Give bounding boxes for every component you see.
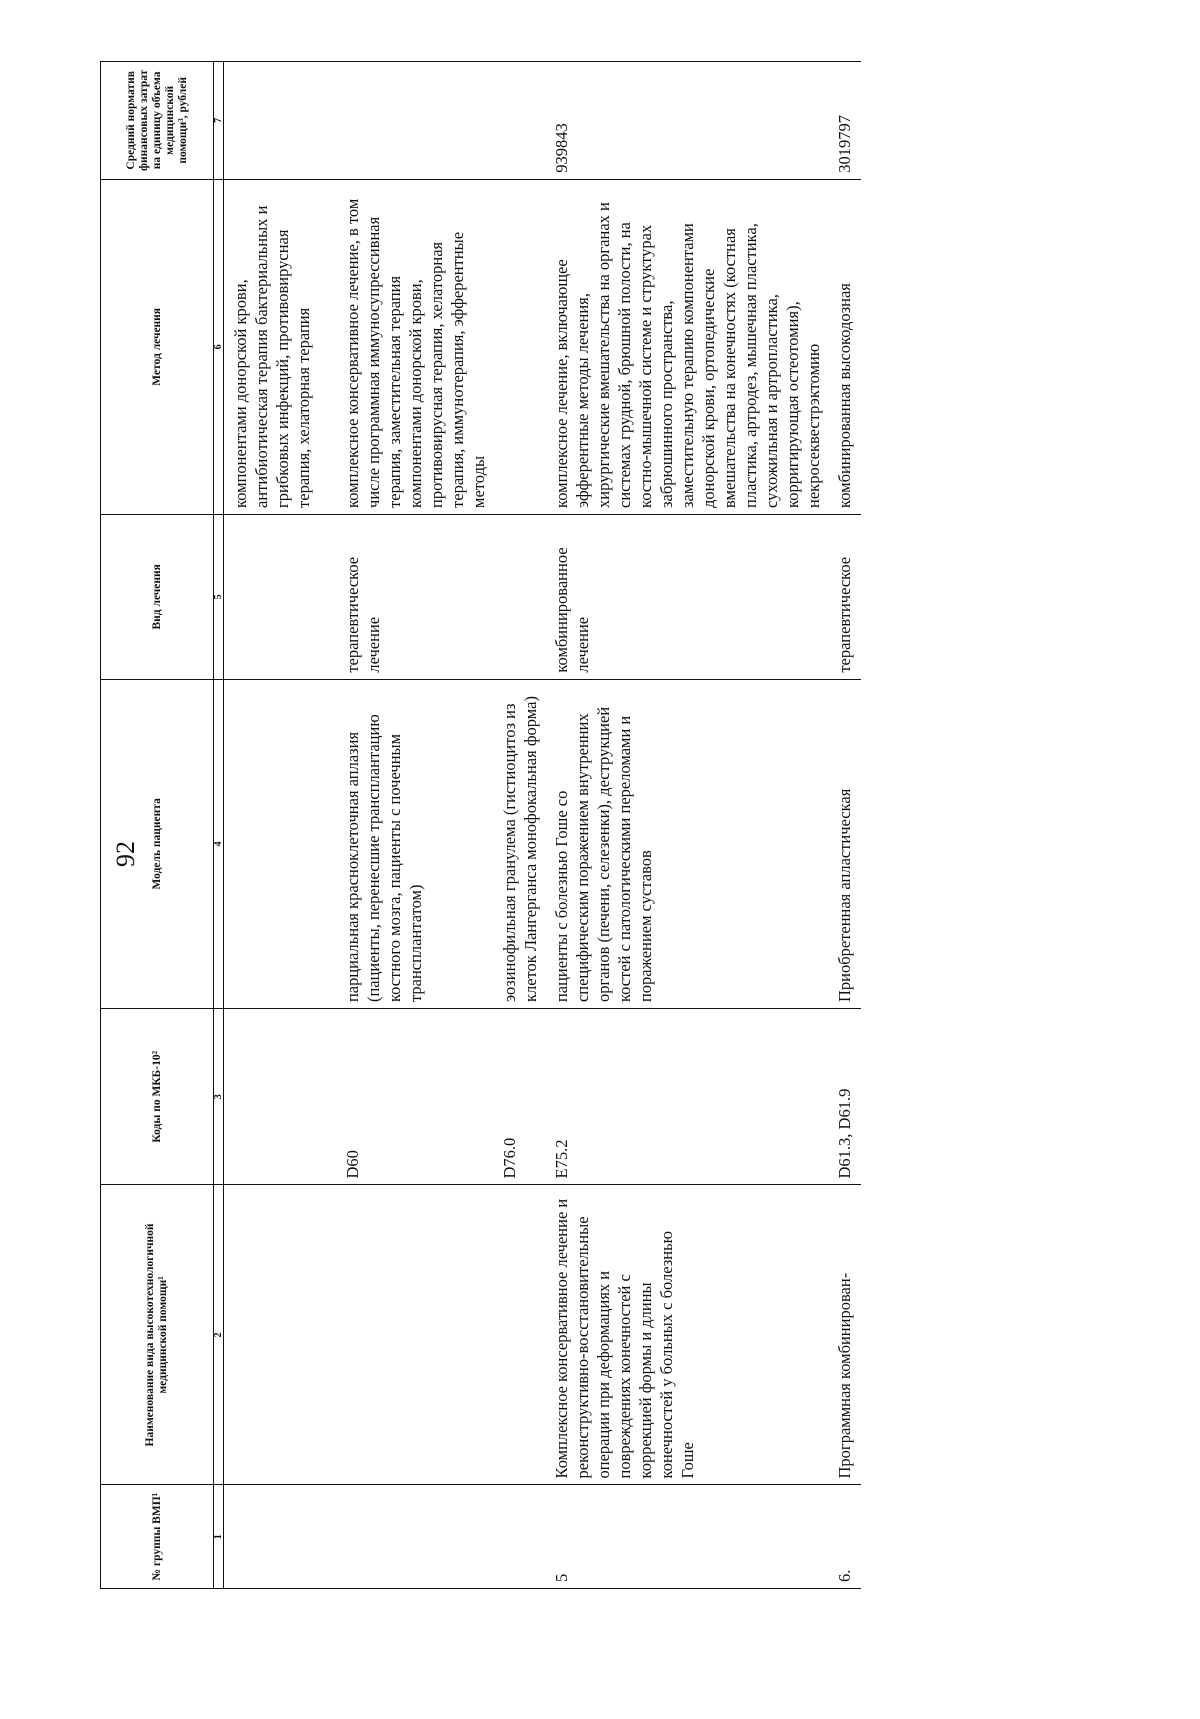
cell-method: комбинированная высокодозная xyxy=(828,179,861,514)
cell-group xyxy=(493,1485,545,1589)
table-row xyxy=(493,62,545,1589)
cell-codes: D61.3, D61.9 xyxy=(828,1009,861,1185)
cell-method: комплексное лечение, включающее эфферентные методы лечения, хирургические вмешательства на органах и системах грудной, брюшной полости, на костно-мышечной системе и структурах забрюшинного пространства, заместительную терапию компонентами донорской крови, ортопедические вмешательства на конечностях (костная пластика, артродез, мышечная пластика, сухожильная и артропластика, корригирующая остеотомия), некросеквестрэктомию xyxy=(545,179,828,514)
cell-name xyxy=(493,1185,545,1485)
header-row xyxy=(101,62,214,1589)
header-treatment-method: Метод лечения xyxy=(101,179,214,514)
header-patient-model: Модель пациента xyxy=(101,679,214,1008)
vmp-table xyxy=(100,61,861,1589)
column-number: 3 xyxy=(214,1009,224,1185)
column-number: 2 xyxy=(214,1185,224,1485)
cell-treatment-type: терапевтическое лечение xyxy=(336,514,493,679)
cell-patient-model: Приобретенная апластическая xyxy=(828,679,861,1008)
cell-patient-model: пациенты с болезнью Гоше со специфическим поражением внутренних органов (печени, селезенки), деструкцией костей с патологическими переломами и поражением суставов xyxy=(545,679,828,1008)
column-number: 1 xyxy=(214,1485,224,1589)
column-number: 5 xyxy=(214,514,224,679)
cell-codes xyxy=(224,1009,319,1185)
cell-patient-model xyxy=(224,679,319,1008)
table-row xyxy=(828,62,861,1589)
header-vmp-name: Наименование вида высокотехнологичной медицинской помощи¹ xyxy=(101,1185,214,1485)
cell-patient-model: парциальная красноклеточная аплазия (пациенты, перенесшие трансплантацию костного мозга, пациенты с почечным трансплантатом) xyxy=(336,679,493,1008)
cell-group: 6. xyxy=(828,1485,861,1589)
cell-codes: D60 xyxy=(336,1009,493,1185)
cell-cost xyxy=(224,62,319,180)
table-row xyxy=(545,62,828,1589)
column-number: 7 xyxy=(214,62,224,180)
cell-method: комплексное консервативное лечение, в том числе программная иммуносупрессивная терапия, заместительная терапия компонентами донорской крови, противовирусная терапия, хелаторная терапия, иммунотерапия, эфферентные методы xyxy=(336,179,493,514)
header-group-number: № группы ВМП¹ xyxy=(101,1485,214,1589)
cell-cost xyxy=(336,62,493,180)
header-treatment-type: Вид лечения xyxy=(101,514,214,679)
cell-method xyxy=(493,179,545,514)
cell-codes: D76.0 xyxy=(493,1009,545,1185)
cell-treatment-type: терапевтическое xyxy=(828,514,861,679)
table-row xyxy=(224,62,319,1589)
page-number: 92 xyxy=(111,841,140,867)
cell-method: компонентами донорской крови, антибиотическая терапия бактериальных и грибковых инфекций, противовирусная терапия, хелаторная терапия xyxy=(224,179,319,514)
cell-group: 5 xyxy=(545,1485,828,1589)
spacer-row xyxy=(318,62,336,1589)
column-number-row xyxy=(214,62,224,1589)
cell-name xyxy=(336,1185,493,1485)
header-icd-codes: Коды по МКБ-10² xyxy=(101,1009,214,1185)
cell-group xyxy=(224,1485,319,1589)
cell-name xyxy=(224,1185,319,1485)
cell-cost xyxy=(493,62,545,180)
table-row xyxy=(336,62,493,1589)
cell-name: Комплексное консервативное лечение и реконструктивно-восстановительные операции при деформациях и повреждениях конечностей с коррекцией формы и длины конечностей у больных с болезнью Гоше xyxy=(545,1185,828,1485)
column-number: 6 xyxy=(214,179,224,514)
cell-cost: 3019797 xyxy=(828,62,861,180)
cell-treatment-type xyxy=(493,514,545,679)
cell-cost: 939843 xyxy=(545,62,828,180)
cell-group xyxy=(336,1485,493,1589)
cell-name: Программная комбинирован- xyxy=(828,1185,861,1485)
cell-treatment-type: комбинированное лечение xyxy=(545,514,828,679)
column-number: 4 xyxy=(214,679,224,1008)
cell-codes: E75.2 xyxy=(545,1009,828,1185)
header-cost-standard: Средний норматив финансовых затрат на единицу объема медицинской помощи³, рублей xyxy=(101,62,214,180)
cell-patient-model: эозинофильная гранулема (гистиоцитоз из клеток Лангерганса монофокальная форма) xyxy=(493,679,545,1008)
cell-treatment-type xyxy=(224,514,319,679)
